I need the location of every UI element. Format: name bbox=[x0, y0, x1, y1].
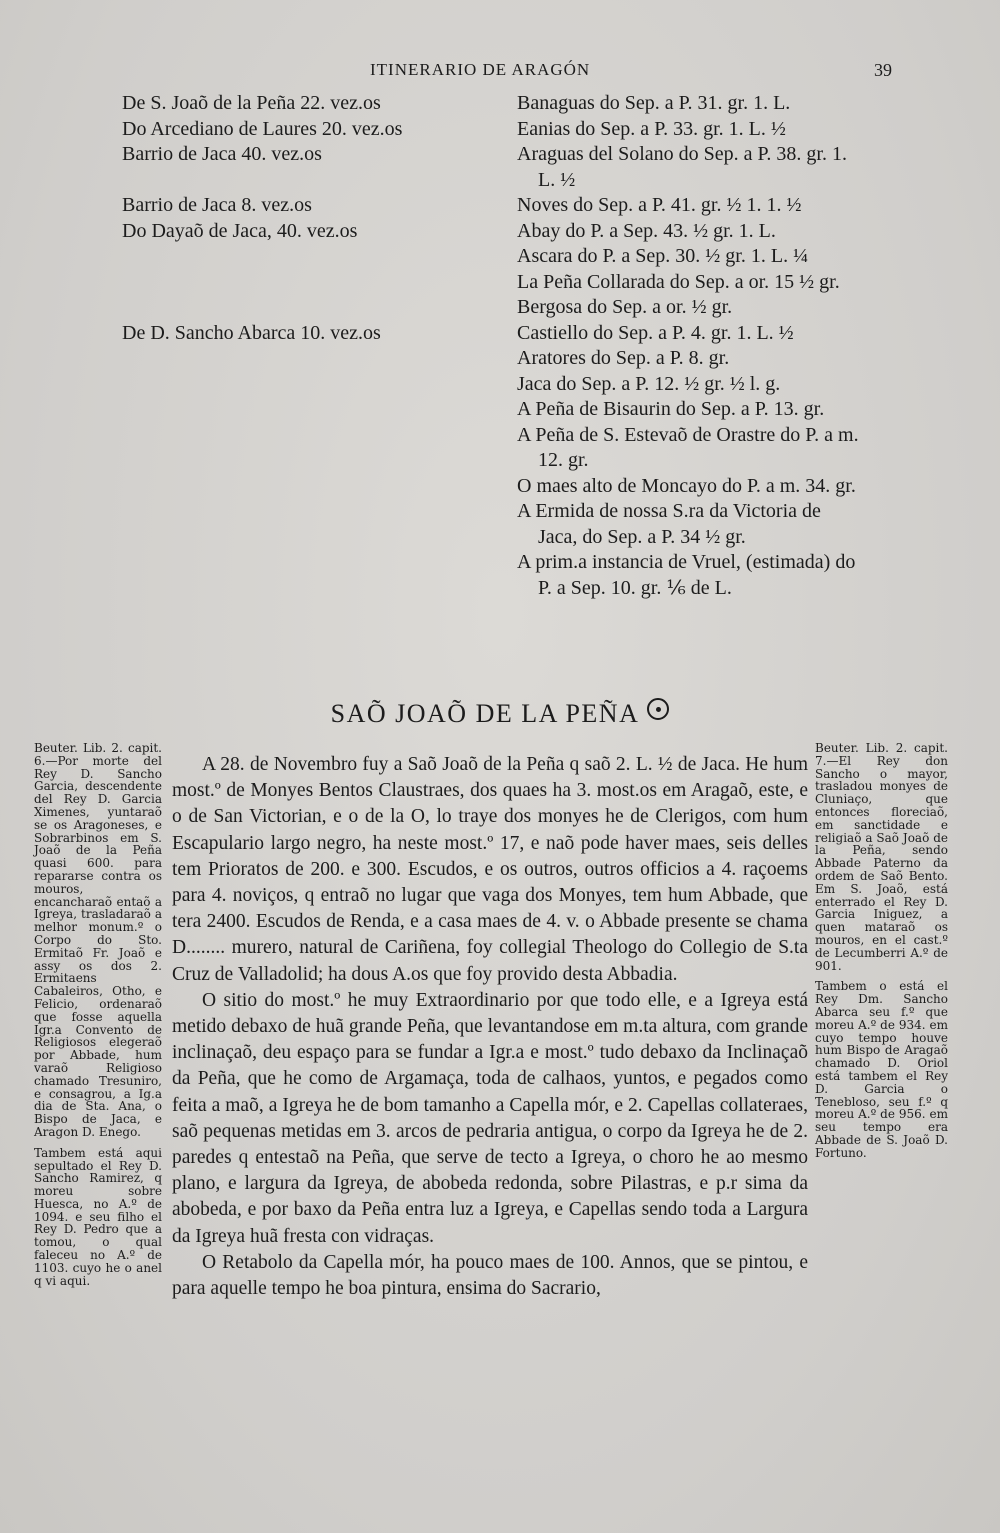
right-list-item: Castiello do Sep. a P. 4. gr. 1. L. ½ bbox=[517, 321, 794, 344]
left-list-spacer bbox=[122, 244, 502, 270]
left-list-item: Barrio de Jaca 8. vez.os bbox=[122, 194, 312, 216]
right-list-item: La Peña Collarada do Sep. a or. 15 ½ gr. bbox=[517, 270, 840, 293]
right-list-item: Noves do Sep. a P. 41. gr. ½ 1. 1. ½ bbox=[517, 194, 802, 216]
left-list-spacer bbox=[122, 168, 502, 194]
main-body-text bbox=[172, 752, 808, 1302]
right-list-item: A Ermida de nossa S.ra da Victoria de Jaca, do Sep. a P. 34 ½ gr. bbox=[517, 500, 821, 548]
margin-note: Beuter. Lib. 2. capit. 7.—El Rey don Sancho o mayor, trasladou monyes de Cluniaço, que entonces floreciaõ, em sanctidade e religiaõ a Saõ Joaõ de la Peña, sendo Abbade Paterno da ordem de Saõ Bento. Em S. Joaõ, está enterrado el Rey D. Garcia Iniguez, a quen mataraõ os mouros, en el cast.º de Lecumberri A.º de 901. bbox=[815, 741, 948, 973]
right-list-item: Aratores do Sep. a P. 8. gr. bbox=[517, 347, 730, 369]
left-list-item: De S. Joaõ de la Peña 22. vez.os bbox=[122, 92, 381, 114]
right-list-item: Jaca do Sep. a P. 12. ½ gr. ½ l. g. bbox=[517, 372, 781, 395]
page-number: 39 bbox=[874, 60, 892, 80]
body-paragraph: O sitio do most.º he muy Extraordinario por que todo elle, e a Igreya está metido debaxo de huã grande Peña, que levantandose em m.ta altura, com grande inclinaçaõ, deu espaço para se fundar a Igr.a e most.º tudo debaxo da Inclinaçaõ da Peña, que he como de Argamaça, toda de calhaos, yuntos, e pegados como feita a maõ, a Igreya he de bom tamanho a Capella mór, e 2. Capellas collateraes, saõ pequenas metidas em 3. arcos de pedraria antigua, o corpo da Igreya he de 2. paredes q entestaõ na Peña, que serve de tecto a Igreya, o choro he ao mesmo plano, e largura da Igreya, de abobeda redonda, sobre Pilastras, e p.r sima da abobeda, e por baxo da Peña entra luz a Igreya, e Capellas sendo toda a Largura da Igreya huã fresta con vidraças. bbox=[172, 989, 808, 1247]
circle-dot-icon bbox=[647, 698, 669, 720]
right-place-list bbox=[517, 91, 862, 601]
margin-note: Tambem o está el Rey Dm. Sancho Abarca seu f.º que moreu A.º de 934. em cuyo tempo houve hum Bispo de Aragaõ chamado D. Oriol está tambem el Rey D. Garcia o Teneblosо, seu f.º q moreu A.º de 956. em seu tempo era Abbade de S. Joaõ D. Fortuno. bbox=[815, 979, 948, 1160]
section-heading-text: SAÕ JOAÕ DE LA PEÑA bbox=[330, 699, 640, 728]
right-list-item: Ascara do P. a Sep. 30. ½ gr. 1. L. ¼ bbox=[517, 245, 809, 267]
right-list-item: Eanias do Sep. a P. 33. gr. 1. L. ½ bbox=[517, 117, 786, 140]
margin-note: Tambem está aqui sepultado el Rey D. Sancho Ramirez, q moreu sobre Huesca, no A.º de 1094. e seu filho el Rey D. Pedro que a tomou, o qual faleceu no A.º de 1103. cuyo he o anel q vi aqui. bbox=[34, 1145, 162, 1288]
body-paragraph: O Retabolo da Capella mór, ha pouco maes de 100. Annos, que se pintou, e para aquelle tempo he boa pintura, ensima do Sacrario, bbox=[172, 1251, 808, 1300]
right-margin-notes bbox=[815, 742, 948, 1168]
section-heading bbox=[0, 698, 1000, 729]
right-list-item: Abay do P. a Sep. 43. ½ gr. 1. L. bbox=[517, 219, 776, 242]
left-list-spacer bbox=[122, 295, 502, 321]
right-list-item: Araguas del Solano do Sep. a P. 38. gr. 1. L. ½ bbox=[517, 143, 847, 191]
right-list-item: A Peña de S. Estevaõ de Orastre do P. a m. 12. gr. bbox=[517, 423, 859, 471]
left-list-item: Barrio de Jaca 40. vez.os bbox=[122, 143, 322, 165]
left-list-item: De D. Sancho Abarca 10. vez.os bbox=[122, 321, 381, 344]
left-list-spacer bbox=[122, 270, 502, 296]
right-list-item: Bergosa do Sep. a or. ½ gr. bbox=[517, 296, 733, 318]
left-place-list bbox=[122, 91, 502, 346]
left-margin-notes bbox=[34, 742, 162, 1295]
margin-note: Beuter. Lib. 2. capit. 6.—Por morte del Rey D. Sancho Garcia, descendente del Rey D. Garcia Ximenes, yuntaraõ se os Aragoneses, e Sobrarbinos em S. Joaõ de la Peña quasi 600. para repararse contra os mouros, encancharaõ entaõ a Igreya, trasladaraõ a melhor monum.º o Corpo do Sto. Ermitaõ Fr. Joaõ e assy os dos 2. Ermitaens Cabaleiros, Otho, e Felicio, ordenaraõ que fosse aquella Igr.a Convento de Religiosos elegeraõ por Abbade, hum varaõ Religioso chamado Tresuniro, e consagrou, a Ig.a dia de Sta. Ana, o Bispo de Jaca, e Aragon D. Enego. bbox=[34, 741, 162, 1139]
running-head: ITINERARIO DE ARAGÓN bbox=[370, 60, 591, 79]
body-paragraph: A 28. de Novembro fuy a Saõ Joaõ de la Peña q saõ 2. L. ½ de Jaca. He hum most.º de Monyes Bentos Claustraes, dos quaes ha 3. most.os em Aragaõ, este, e o de San Victorian, e o de la O, lo traye dos monyes he de Clerigos, com hum Escapulario largo negro, ha neste most.º 17, e naõ pode haver maes, seis delles tem Prioratos de 200. e 300. Escudos, e os outros, outros officios a 4. raçoems para 4. noviços, q entraõ no lugar que vaga dos Monyes, tem hum Abbade, que tera 2400. Escudos de Renda, e a casa maes de 4. v. o Abbade presente se chama D........ murero, natural de Cariñena, foy collegial Theologo do Collegio de S.ta Cruz de Valladolid; ha dous A.os que foy provido desta Abbadia. bbox=[172, 754, 808, 985]
right-list-item: A Peña de Bisaurin do Sep. a P. 13. gr. bbox=[517, 398, 825, 420]
right-list-item: A prim.a instancia de Vruel, (estimada) do P. a Sep. 10. gr. ⅙ de L. bbox=[517, 551, 856, 599]
left-list-item: Do Dayaõ de Jaca, 40. vez.os bbox=[122, 219, 358, 242]
left-list-item: Do Arcediano de Laures 20. vez.os bbox=[122, 117, 403, 140]
right-list-item: O maes alto de Moncayo do P. a m. 34. gr. bbox=[517, 474, 856, 497]
right-list-item: Banaguas do Sep. a P. 31. gr. 1. L. bbox=[517, 92, 791, 114]
